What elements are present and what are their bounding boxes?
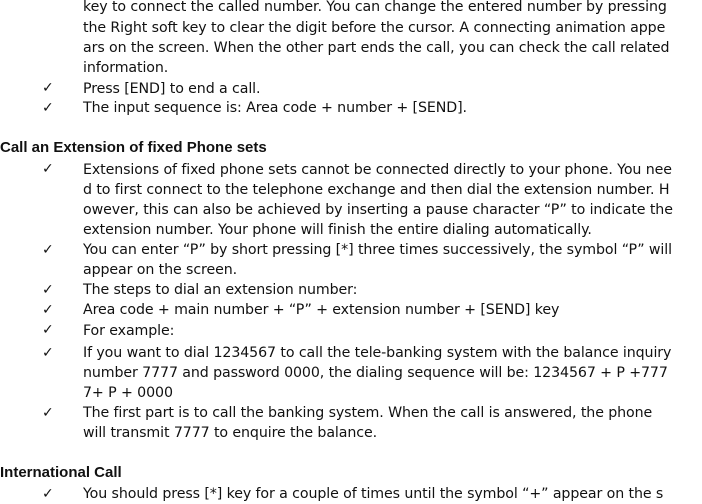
bullet-text: 7+ P + 0000 (83, 385, 173, 401)
check-icon: ✓ (42, 100, 54, 116)
bullet-text: The input sequence is: Area code + number + [SEND]. (83, 100, 467, 116)
check-icon: ✓ (42, 161, 54, 177)
bullet-text: Press [END] to end a call. (83, 81, 261, 97)
bullet-text: d to first connect to the telephone exchange and then dial the extension number. H (83, 182, 670, 198)
check-icon: ✓ (42, 486, 54, 502)
bullet-text: will transmit 7777 to enquire the balance. (83, 425, 377, 441)
check-icon: ✓ (42, 80, 54, 96)
intro-line: ars on the screen. When the other part ends the call, you can check the call related (83, 40, 670, 56)
section-heading-extension: Call an Extension of fixed Phone sets (0, 139, 267, 156)
bullet-text: You can enter “P” by short pressing [*] three times successively, the symbol “P” will (83, 242, 672, 258)
bullet-text: Extensions of fixed phone sets cannot be connected directly to your phone. You nee (83, 162, 672, 178)
check-icon: ✓ (42, 345, 54, 361)
bullet-text: You should press [*] key for a couple of times until the symbol “+” appear on the s (83, 486, 664, 502)
bullet-text: extension number. Your phone will finish the entire dialing automatically. (83, 222, 592, 238)
check-icon: ✓ (42, 242, 54, 258)
bullet-text: owever, this can also be achieved by inserting a pause character “P” to indicate the (83, 202, 673, 218)
intro-line: the Right soft key to clear the digit before the cursor. A connecting animation appe (83, 20, 666, 36)
bullet-text: appear on the screen. (83, 262, 238, 278)
check-icon: ✓ (42, 302, 54, 318)
bullet-text: Area code + main number + “P” + extension number + [SEND] key (83, 302, 560, 318)
bullet-text: The first part is to call the banking system. When the call is answered, the phone (83, 405, 653, 421)
bullet-text: The steps to dial an extension number: (83, 282, 358, 298)
section-heading-international: International Call (0, 464, 122, 481)
bullet-text: For example: (83, 323, 175, 339)
bullet-text: If you want to dial 1234567 to call the tele-banking system with the balance inquiry (83, 345, 672, 361)
intro-line: key to connect the called number. You can change the entered number by pressing (83, 0, 667, 15)
check-icon: ✓ (42, 405, 54, 421)
intro-line: information. (83, 60, 169, 76)
bullet-text: number 7777 and password 0000, the dialing sequence will be: 1234567 + P +777 (83, 365, 668, 381)
check-icon: ✓ (42, 282, 54, 298)
check-icon: ✓ (42, 322, 54, 338)
